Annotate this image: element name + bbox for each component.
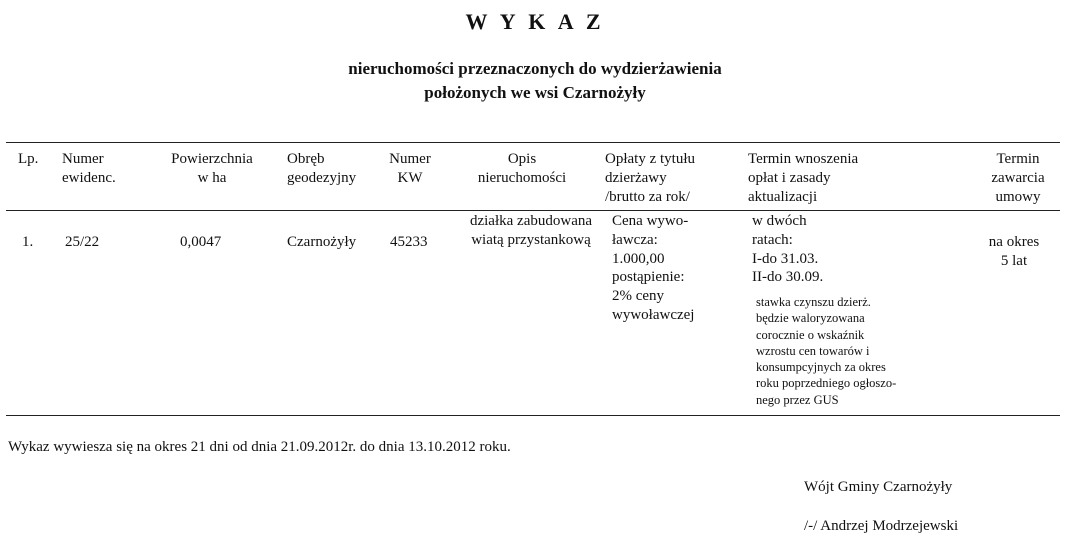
cell-numer-kw: 45233 [390,234,428,250]
header-powierzchnia: Powierzchnia w ha [171,151,253,186]
table-top-rule [6,142,1060,143]
header-termin-zawarcia: Termin zawarcia umowy [991,151,1045,205]
header-lp: Lp. [18,151,39,167]
header-opis: Opis nieruchomości [477,151,567,186]
cell-obreb: Czarnożyły [287,234,357,250]
signatory-role: Wójt Gminy Czarnożyły [804,479,953,495]
cell-termin-zawarcia: na okres 5 lat [988,234,1040,269]
document-subtitle-line2: położonych we wsi Czarnożyły [424,83,646,102]
cell-powierzchnia: 0,0047 [180,234,222,250]
posting-period-text: Wykaz wywiesza się na okres 21 dni od dnia 21.09.2012r. do dnia 13.10.2012 roku. [8,439,511,455]
cell-oplaty: Cena wywo- ławcza: 1.000,00 postąpienie: 2% ceny wywoławczej [612,213,695,323]
header-termin-wnoszenia: Termin wnoszenia opłat i zasady aktualizacji [748,151,859,205]
table-bottom-rule [6,415,1060,416]
header-obreb: Obręb geodezyjny [287,151,357,186]
document-title: W Y K A Z [465,9,605,34]
cell-termin-wnoszenia-note: stawka czynszu dzierż. będzie waloryzowana corocznie o wskaźnik wzrostu cen towarów i konsumpcyjnych za okres roku poprzedniego ogłoszo- nego przez GUS [756,295,897,407]
document-subtitle-line1: nieruchomości przeznaczonych do wydzierżawienia [348,59,722,78]
header-numer-ewidenc: Numer ewidenc. [62,151,116,186]
header-oplaty: Opłaty z tytułu dzierżawy /brutto za rok/ [605,151,695,205]
cell-opis: działka zabudowana wiatą przystankową [469,213,593,248]
cell-numer-ewidenc: 25/22 [65,234,100,250]
cell-lp: 1. [22,234,34,250]
cell-termin-wnoszenia: w dwóch ratach: I-do 31.03. II-do 30.09. [752,213,824,286]
signatory-name: /-/ Andrzej Modrzejewski [804,518,959,534]
table-header-rule [6,210,1060,211]
header-numer-kw: Numer KW [389,151,431,186]
